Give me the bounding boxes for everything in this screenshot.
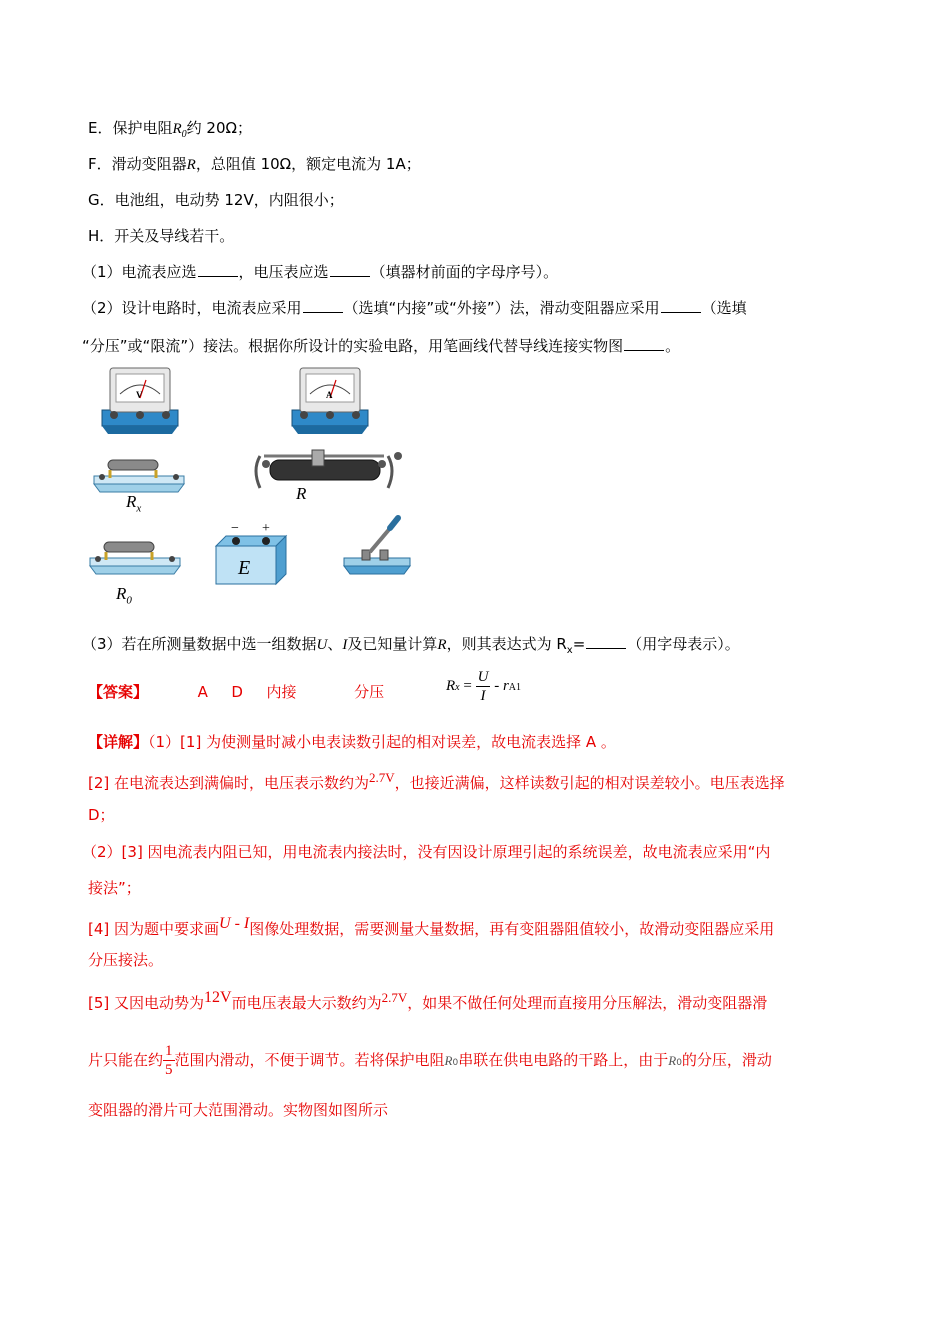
answer-blank (303, 298, 343, 313)
answer-blank (330, 262, 370, 277)
detail-line-6: [4] 因为题中要求画U - I图像处理数据，需要测量大量数据，再有变阻器阻值较小，故滑动变阻器应采用 (88, 915, 775, 938)
question-2: （2）设计电路时，电流表应采用 （选填“内接”或“外接”）法，滑动变阻器应采用 （选填 (82, 299, 747, 317)
apparatus-figure (80, 360, 440, 620)
resistor-r0-icon (90, 542, 180, 574)
r0-caption: $R_0$ (116, 584, 132, 607)
answer-formula: Rx = $\frac{U}{I}$ - rA1 (446, 669, 522, 704)
detail-line-8: [5] 又因电动势为12V而电压表最大示数约为2.7V，如果不做任何处理而直接用分压解法，滑动变阻器滑 (88, 989, 768, 1012)
detail-line-2: [2] 在电流表达到满偏时，电压表示数约为2.7V，也接近满偏，这样读数引起的相对误差较小。电压表选择 (88, 770, 785, 792)
rheostat-icon (256, 450, 402, 488)
answer-blank (586, 634, 626, 649)
item-e: E．保护电阻$R_0$约 20Ω； (88, 119, 252, 140)
ammeter-icon (292, 368, 368, 434)
answer-line: 【答案】 A D 内接 分压 (88, 683, 385, 701)
item-f: F．滑动变阻器R，总阻值 10Ω，额定电流为 1A； (88, 155, 421, 173)
svg-text:+: + (262, 521, 270, 536)
apparatus-drawing (80, 360, 440, 620)
question-1: （1）电流表应选 ，电压表应选 （填器材前面的字母序号）。 (82, 263, 559, 281)
voltmeter-icon (102, 368, 178, 434)
detail-line-4: （2）[3] 因电流表内阻已知，用电流表内接法时，没有因设计原理引起的系统误差，故电流表应采用“内 (82, 843, 771, 861)
answer-blank (624, 336, 664, 351)
resistor-rx-icon (94, 460, 184, 492)
switch-icon (344, 518, 410, 574)
svg-text:E: E (238, 557, 251, 579)
r-caption: R (296, 484, 307, 503)
svg-text:A: A (326, 390, 333, 400)
rx-caption: $R_x$ (126, 492, 142, 515)
svg-text:V: V (136, 390, 143, 400)
answer-blank (661, 298, 701, 313)
item-g: G．电池组，电动势 12V，内阻很小； (88, 191, 344, 209)
question-3: （3）若在所测量数据中选一组数据U、I及已知量计算R，则其表达式为 $R_x=$ （用字母表示）。 (82, 635, 740, 656)
answer-blank (198, 262, 238, 277)
detail-line-9: 片只能在约 $\frac{1}{5}$ 范围内滑动，不便于调节。若将保护电阻R0串联在供电电路的干路上，由于R0的分压，滑动 (88, 1043, 772, 1078)
detail-line-3: D； (88, 806, 115, 824)
detail-line-5: 接法”； (88, 879, 141, 897)
detail-line-1: 【详解】（1）[1] 为使测量时减小电表读数引起的相对误差，故电流表选择 A 。 (88, 733, 616, 751)
question-2-cont: “分压”或“限流”）接法。根据你所设计的实验电路，用笔画线代替导线连接实物图 。 (82, 337, 681, 355)
svg-text:−: − (231, 521, 239, 536)
detail-line-7: 分压接法。 (88, 951, 164, 969)
item-h: H．开关及导线若干。 (88, 227, 235, 245)
detail-line-10: 变阻器的滑片可大范围滑动。实物图如图所示 (88, 1101, 389, 1119)
battery-icon (216, 521, 286, 584)
